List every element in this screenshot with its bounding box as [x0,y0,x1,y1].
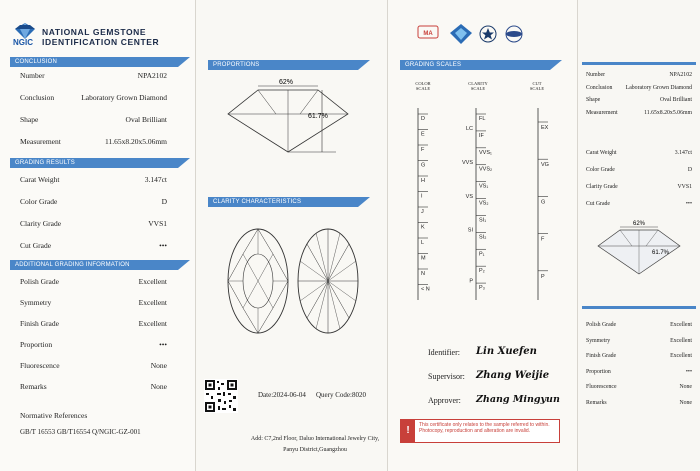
card-depth-pct-label: 61.7% [652,250,670,256]
clarity-grade-label: P₃ [479,285,485,292]
query-code: Query Code:8020 [316,391,366,399]
clarity-grade-label: SI₂ [479,234,487,241]
supervisor-signature: Zhang Weijie [476,370,550,381]
svg-text:MA: MA [423,31,433,37]
clarity-plot-diagram [224,225,374,340]
grading-results-header: GRADING RESULTS [10,158,178,168]
row-label: Number [20,71,45,80]
row-value: Excellent [138,298,167,307]
supervisor-label: Supervisor: [428,372,465,381]
address-line-2: Panyu District,Guangzhou [283,447,347,453]
summary-card-panel [578,0,700,471]
crown-view-oval [228,229,288,333]
row-value: Excellent [138,319,167,328]
color-grade-label: K [421,224,425,231]
depth-pct-label: 61.7% [308,113,328,120]
clarity-grade-label: VVS₁ [479,149,492,156]
row-value: Laboratory Grown Diamond [625,84,692,91]
row-value: Oval Brilliant [125,115,167,124]
summary-panel [0,0,196,471]
row-label: Color Grade [586,167,615,173]
color-grade-label: J [421,209,424,215]
clarity-grade-label: VVS₂ [479,166,493,173]
color-grade-label: D [421,116,425,122]
clarity-scale-heading: CLARITY SCALE [468,81,488,91]
cut-grade-label: G [541,199,546,206]
clarity-grade-label: P₂ [479,268,485,275]
clarity-header: CLARITY CHARACTERISTICS [208,197,358,207]
diagram-panel [196,0,388,471]
cut-scale-heading: CUT SCALE [529,81,545,91]
row-label: Cut Grade [20,241,52,250]
row-label: Carat Weight [586,150,617,156]
table-pct-label: 62% [278,79,294,86]
row-value: Excellent [670,353,692,359]
row-value: 11.65x8.20x5.06mm [644,109,692,116]
row-label: Conclusion [586,84,613,91]
row-value: VVS1 [148,219,167,228]
clarity-grade-label: VS₁ [479,183,489,190]
clarity-grade-label: FL [479,116,486,122]
org-short-name: NGIC [13,38,33,47]
row-label: Clarity Grade [586,184,618,190]
card-proportion-diagram [592,220,692,278]
row-value: Excellent [670,322,692,328]
clarity-group-label: SI [467,227,473,234]
color-grade-label: F [421,147,425,153]
row-label: Shape [20,115,39,124]
row-value: ••• [159,340,167,349]
row-value: D [687,167,692,173]
row-value: ••• [685,201,692,207]
row-label: Measurement [586,109,618,116]
row-label: Clarity Grade [20,219,62,228]
identifier-signature: Lin Xuefen [476,346,537,357]
approver-signature: Zhang Mingyun [476,394,560,405]
row-value: ••• [685,368,692,375]
row-label: Finish Grade [20,319,59,328]
color-grade-label: N [421,271,425,277]
color-grade-label: E [421,131,425,138]
cut-grade-label: F [541,236,545,243]
row-value: 11.65x8.20x5.06mm [104,137,167,146]
row-value: VVS1 [677,184,692,190]
cut-grade-label: EX [541,125,549,131]
row-label: Polish Grade [20,277,59,286]
row-label: Symmetry [586,337,611,344]
row-value: Excellent [670,337,692,344]
warning-notice [400,419,560,443]
conclusion-header: CONCLUSION [10,57,178,67]
issue-date: Date:2024-06-04 [258,391,306,399]
row-label: Polish Grade [586,322,617,328]
row-label: Fluorescence [20,361,60,370]
identifier-label: Identifier: [428,348,460,357]
clarity-group-label: VS [465,193,473,200]
row-value: Oval Brilliant [659,97,692,103]
color-grade-label: I [421,193,423,200]
color-grade-label: < N [421,286,430,293]
approver-label: Approver: [428,396,461,405]
row-label: Remarks [586,399,607,406]
color-scale-heading: COLOR SCALE [415,81,431,91]
row-label: Proportion [20,340,53,349]
row-label: Proportion [586,368,611,375]
row-label: Carat Weight [20,175,60,184]
row-label: Color Grade [20,197,58,206]
row-value: 3.147ct [674,150,692,156]
row-value: None [679,384,692,390]
warning-text: This certificate only relates to the sample referred to within. Photocopy, reproduction and alteration are invalid. [419,422,550,434]
row-label: Measurement [20,137,61,146]
grading-scales-header: GRADING SCALES [400,60,550,70]
row-value: NPA2102 [137,71,167,80]
proportions-header: PROPORTIONS [208,60,358,70]
row-label: Shape [586,97,601,103]
row-label: Symmetry [20,298,52,307]
references-text: GB/T 16553 GB/T16554 Q/NGIC-GZ-001 [20,428,141,436]
pavilion-view-oval [298,229,358,333]
row-value: None [150,382,167,391]
row-value: Laboratory Grown Diamond [81,93,167,102]
cut-grade-label: P [541,273,545,280]
warning-icon: ! [401,420,415,442]
card-top-bar [582,62,696,65]
card-table-pct-label: 62% [632,221,646,227]
references-title: Normative References [20,411,88,420]
row-label: Fluorescence [586,384,617,390]
row-label: Number [586,72,605,78]
proportion-diagram [216,78,366,158]
row-value: None [150,361,167,370]
clarity-group-label: VVS [461,159,473,166]
cut-grade-label: VG [541,162,549,169]
row-value: 3.147ct [144,175,167,184]
card-bottom-bar [582,306,696,309]
row-label: Conclusion [20,93,55,102]
color-grade-label: L [421,240,425,246]
clarity-grade-label: IF [479,132,484,139]
grading-scale-chart [388,0,578,310]
qr-code-icon [204,379,238,413]
clarity-group-label: LC [465,126,473,133]
clarity-grade-label: P₁ [479,251,485,258]
clarity-group-label: P [469,278,473,285]
address-line-1: Add: C7,2nd Floor, Daluo International Jewelry City, [250,436,380,442]
row-label: Remarks [20,382,47,391]
row-value: D [161,197,167,206]
row-label: Cut Grade [586,201,610,207]
row-label: Finish Grade [586,353,617,359]
additional-info-header: ADDITIONAL GRADING INFORMATION [10,260,178,270]
scales-panel [388,0,578,471]
row-value: None [679,399,692,406]
row-value: NPA2102 [669,72,692,78]
org-name: NATIONAL GEMSTONE IDENTIFICATION CENTER [42,27,160,47]
color-grade-label: M [421,255,426,262]
row-value: Excellent [138,277,167,286]
color-grade-label: G [421,162,426,169]
color-grade-label: H [421,178,425,184]
clarity-grade-label: SI₁ [479,217,487,224]
clarity-grade-label: VS₂ [479,200,489,207]
row-value: ••• [159,241,167,250]
